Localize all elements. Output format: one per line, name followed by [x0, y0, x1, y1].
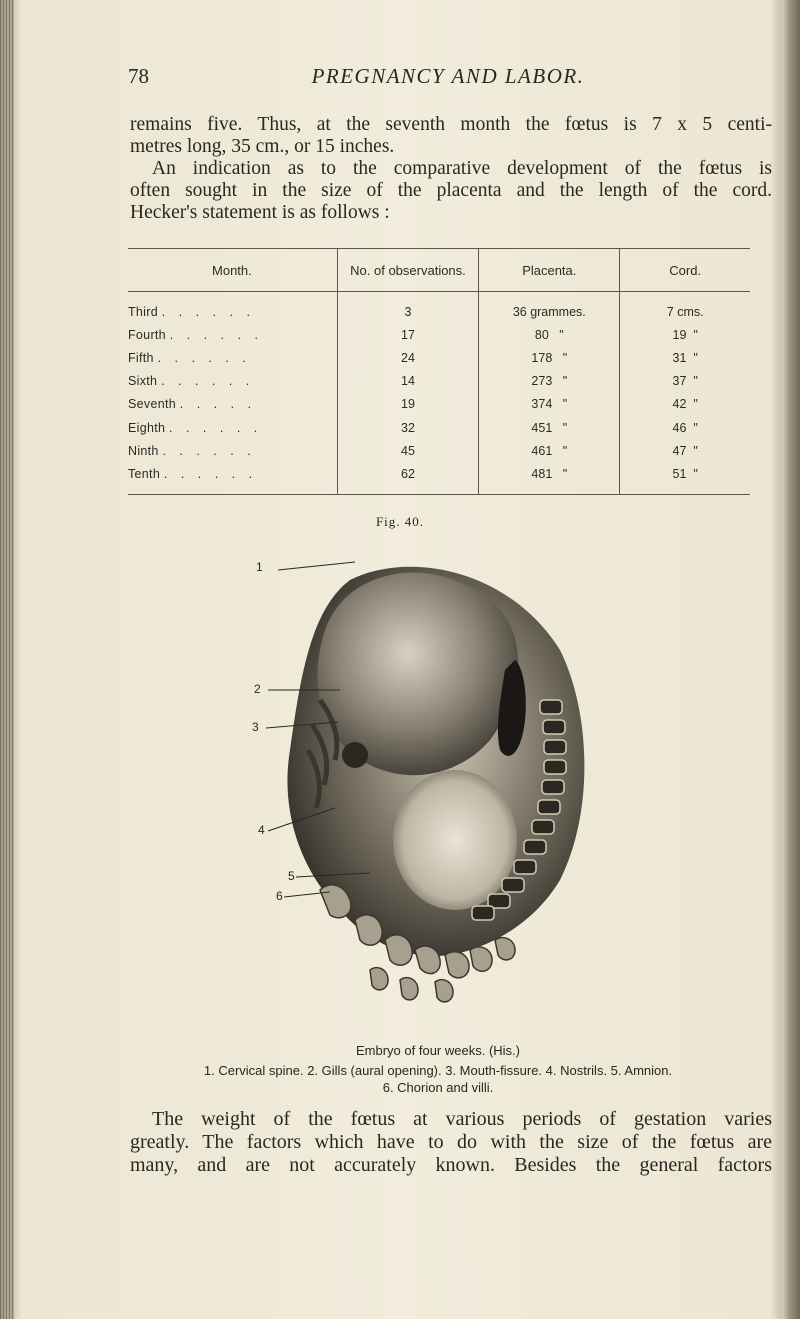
cell-cord: 47 " — [620, 439, 750, 462]
figure-label: Fig. 40. — [375, 514, 425, 529]
cell-obs: 24 — [337, 346, 478, 369]
text-line: often sought in the size of the placenta and the length of the cord. — [130, 180, 772, 201]
cell-month — [128, 462, 337, 494]
cell-obs: 17 — [337, 323, 478, 346]
figure-number-label: 3 — [252, 720, 259, 734]
heart-bulge-shape — [393, 770, 517, 910]
page-header — [128, 64, 768, 94]
book-gutter-edge — [0, 0, 14, 1319]
cell-placenta: 273 " — [479, 370, 620, 393]
table-row — [128, 370, 750, 393]
cell-obs: 45 — [337, 439, 478, 462]
leader-dots: . . . . . . — [169, 327, 263, 342]
page-number: 78 — [128, 64, 149, 88]
figure-caption-legend: 6. Chorion and villi. — [382, 1080, 494, 1095]
header-month: Month. — [128, 249, 337, 292]
text-line: metres long, 35 cm., or 15 inches. — [130, 136, 395, 157]
text-line: Hecker's statement is as follows : — [130, 202, 390, 223]
figure-number-label: 6 — [276, 889, 283, 903]
cell-cord: 46 " — [620, 416, 750, 439]
table-row — [128, 416, 750, 439]
cell-placenta: 36 grammes. — [479, 292, 620, 324]
month-name: Sixth — [128, 374, 158, 389]
cell-obs: 14 — [337, 370, 478, 393]
running-title: PREGNANCY AND LABOR. — [311, 64, 585, 88]
page-edge-right — [782, 0, 800, 1319]
embryo-illustration — [260, 550, 590, 1040]
table-header-row — [128, 249, 750, 292]
cell-month — [128, 416, 337, 439]
cell-obs: 3 — [337, 292, 478, 324]
cell-placenta: 374 " — [479, 393, 620, 416]
table-row — [128, 393, 750, 416]
header-observations: No. of observations. — [337, 249, 478, 292]
leader-dots: . . . . . . — [157, 350, 251, 365]
table-row — [128, 462, 750, 494]
eye-spot-shape — [342, 742, 368, 768]
cell-placenta: 80 " — [479, 323, 620, 346]
figure-number-label: 5 — [288, 869, 295, 883]
cell-obs: 62 — [337, 462, 478, 494]
month-name: Fourth — [128, 327, 166, 342]
cell-cord: 19 " — [620, 323, 750, 346]
leader-dots: . . . . . — [179, 397, 257, 412]
table-row — [128, 292, 750, 324]
leader-dots: . . . . . . — [163, 466, 258, 481]
month-name: Eighth — [128, 420, 166, 435]
table-row — [128, 323, 750, 346]
intro-paragraph — [130, 114, 772, 224]
month-name: Ninth — [128, 443, 159, 458]
figure-number-label: 4 — [258, 823, 265, 837]
cell-cord: 31 " — [620, 346, 750, 369]
hecker-table — [128, 248, 750, 495]
text-line: The weight of the fœtus at various periods of gestation varies — [152, 1108, 772, 1130]
cell-month — [128, 370, 337, 393]
cell-obs: 32 — [337, 416, 478, 439]
cell-obs: 19 — [337, 393, 478, 416]
text-line: greatly. The factors which have to do with the size of the fœtus are — [130, 1131, 772, 1153]
cell-placenta: 451 " — [479, 416, 620, 439]
text-line: An indication as to the comparative development of the fœtus is — [152, 158, 772, 179]
header-placenta: Placenta. — [479, 249, 620, 292]
cell-cord: 37 " — [620, 370, 750, 393]
leader-dots: . . . . . . — [162, 443, 256, 458]
month-name: Fifth — [128, 350, 154, 365]
cell-month — [128, 323, 337, 346]
cell-placenta: 461 " — [479, 439, 620, 462]
month-name: Seventh — [128, 397, 176, 412]
closing-paragraph — [130, 1108, 772, 1177]
cell-cord: 42 " — [620, 393, 750, 416]
leader-dots: . . . . . . — [169, 420, 263, 435]
header-cord: Cord. — [620, 249, 750, 292]
cell-placenta: 481 " — [479, 462, 620, 494]
text-line: many, and are not accurately known. Besides the general factors — [130, 1154, 772, 1176]
cell-placenta: 178 " — [479, 346, 620, 369]
figure-number-label: 1 — [256, 560, 263, 574]
figure-caption-legend: 1. Cervical spine. 2. Gills (aural opening). 3. Mouth-fissure. 4. Nostrils. 5. Amnion. — [203, 1063, 673, 1078]
table-row — [128, 346, 750, 369]
cell-cord: 7 cms. — [620, 292, 750, 324]
text-line: remains five. Thus, at the seventh month the fœtus is 7 x 5 centi- — [130, 114, 772, 135]
leader-dots: . . . . . . — [161, 374, 255, 389]
cell-month — [128, 346, 337, 369]
cell-cord: 51 " — [620, 462, 750, 494]
figure-caption-title: Embryo of four weeks. (His.) — [356, 1043, 520, 1058]
figure-number-label: 2 — [254, 682, 261, 696]
month-name: Tenth — [128, 466, 161, 481]
cell-month — [128, 393, 337, 416]
cell-month — [128, 439, 337, 462]
leader-dots: . . . . . . — [161, 304, 255, 319]
month-name: Third — [128, 304, 158, 319]
cell-month — [128, 292, 337, 324]
table-row — [128, 439, 750, 462]
